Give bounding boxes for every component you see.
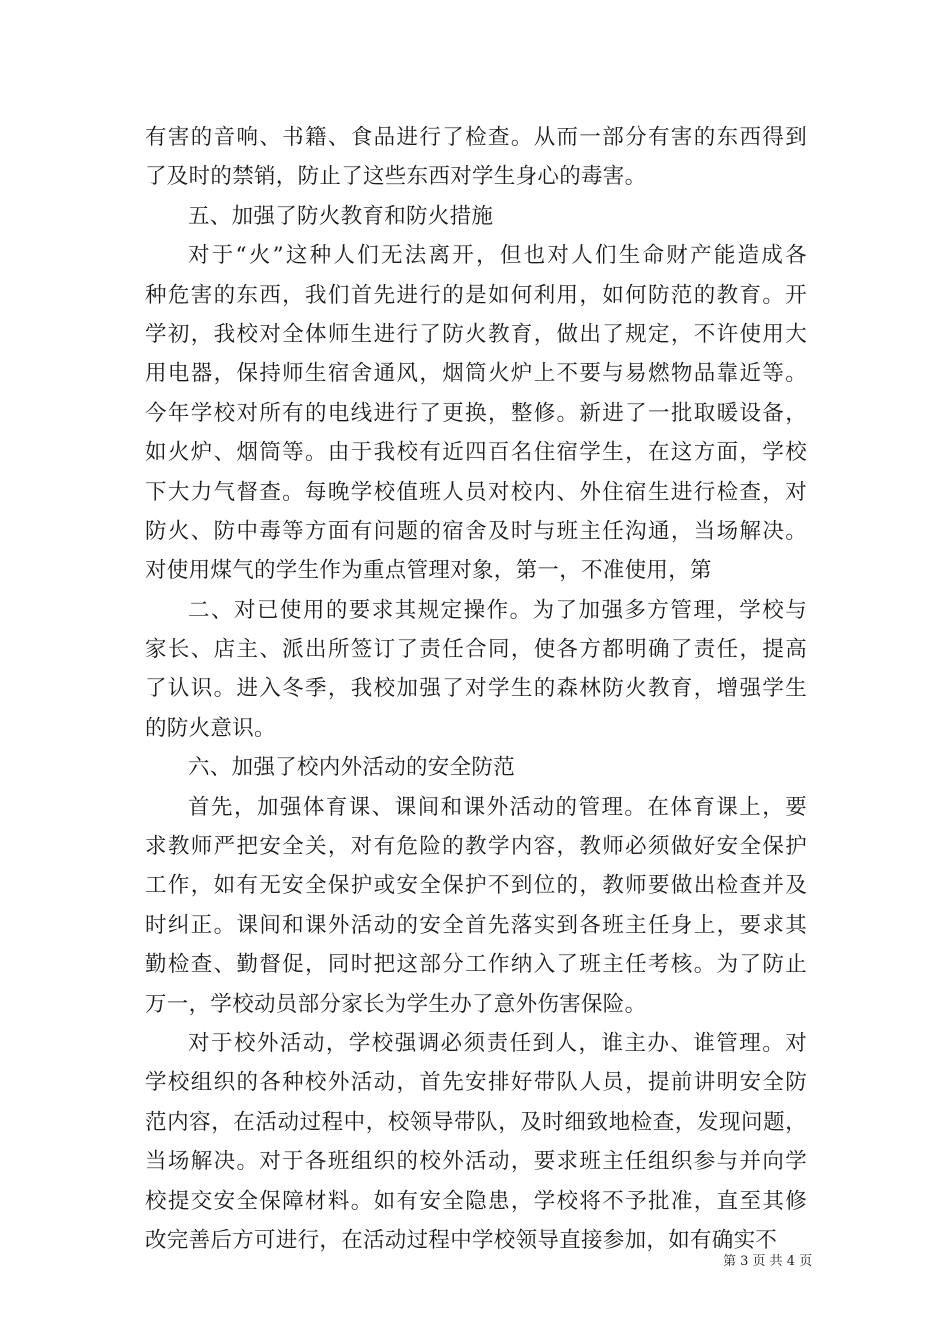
text-line: 求教师严把安全关，对有危险的教学内容，教师必须做好安全保护 [145, 834, 807, 860]
text-line: 了及时的禁销，防止了这些东西对学生身心的毒害。 [145, 164, 647, 190]
body-paragraph [145, 591, 807, 749]
text-line: 今年学校对所有的电线进行了更换，整修。新进了一批取暖设备， [145, 400, 807, 426]
text-line: 六、加强了校内外活动的安全防范 [188, 755, 516, 781]
text-line: 下大力气督查。每晚学校值班人员对校内、外住宿生进行检查，对 [145, 479, 807, 505]
text-line: 首先，加强体育课、课间和课外活动的管理。在体育课上，要 [188, 794, 807, 820]
text-line: 用电器，保持师生宿舍通风，烟筒火炉上不要与易燃物品靠近等。 [145, 361, 807, 387]
page-number-footer: 第 3 页 共 4 页 [723, 1254, 813, 1269]
section-heading [145, 197, 807, 236]
text-line: 防火、防中毒等方面有问题的宿舍及时与班主任沟通，当场解决。 [145, 518, 807, 544]
text-line: 勤检查、勤督促，同时把这部分工作纳入了班主任考核。为了防止 [145, 952, 807, 978]
body-paragraph [145, 1024, 807, 1260]
text-line: 对于“火”这种人们无法离开，但也对人们生命财产能造成各 [188, 243, 807, 269]
text-line: 了认识。进入冬季，我校加强了对学生的森林防火教育，增强学生 [145, 676, 807, 702]
text-line: 二、对已使用的要求其规定操作。为了加强多方管理，学校与 [188, 597, 807, 623]
section-heading [145, 748, 807, 787]
text-line: 有害的音响、书籍、食品进行了检查。从而一部分有害的东西得到 [145, 125, 807, 150]
document-body [145, 118, 807, 1260]
text-line: 时纠正。课间和课外活动的安全首先落实到各班主任身上，要求其 [145, 912, 807, 938]
text-line: 校提交安全保障材料。如有安全隐患，学校将不予批准，直至其修 [145, 1188, 807, 1214]
text-line: 万一，学校动员部分家长为学生办了意外伤害保险。 [145, 991, 647, 1017]
text-line: 范内容，在活动过程中，校领导带队，及时细致地检查，发现问题， [145, 1109, 807, 1135]
body-paragraph [145, 118, 807, 197]
text-line: 五、加强了防火教育和防火措施 [188, 203, 494, 229]
text-line: 如火炉、烟筒等。由于我校有近四百名住宿学生，在这方面，学校 [145, 440, 807, 466]
text-line: 学初，我校对全体师生进行了防火教育，做出了规定，不许使用大 [145, 321, 807, 347]
text-line: 改完善后方可进行，在活动过程中学校领导直接参加，如有确实不 [145, 1227, 778, 1253]
text-line: 对使用煤气的学生作为重点管理对象，第一，不准使用，第 [145, 558, 712, 584]
text-line: 工作，如有无安全保护或安全保护不到位的，教师要做出检查并及 [145, 873, 807, 899]
text-line: 对于校外活动，学校强调必须责任到人，谁主办、谁管理。对 [188, 1030, 807, 1056]
text-line: 的防火意识。 [145, 715, 276, 741]
body-paragraph [145, 236, 807, 591]
text-line: 家长、店主、派出所签订了责任合同，使各方都明确了责任，提高 [145, 637, 807, 663]
text-line: 当场解决。对于各班组织的校外活动，要求班主任组织参与并向学 [145, 1149, 807, 1175]
body-paragraph [145, 788, 807, 1024]
text-line: 种危害的东西，我们首先进行的是如何利用，如何防范的教育。开 [145, 282, 807, 308]
text-line: 学校组织的各种校外活动，首先安排好带队人员，提前讲明安全防 [145, 1070, 807, 1096]
